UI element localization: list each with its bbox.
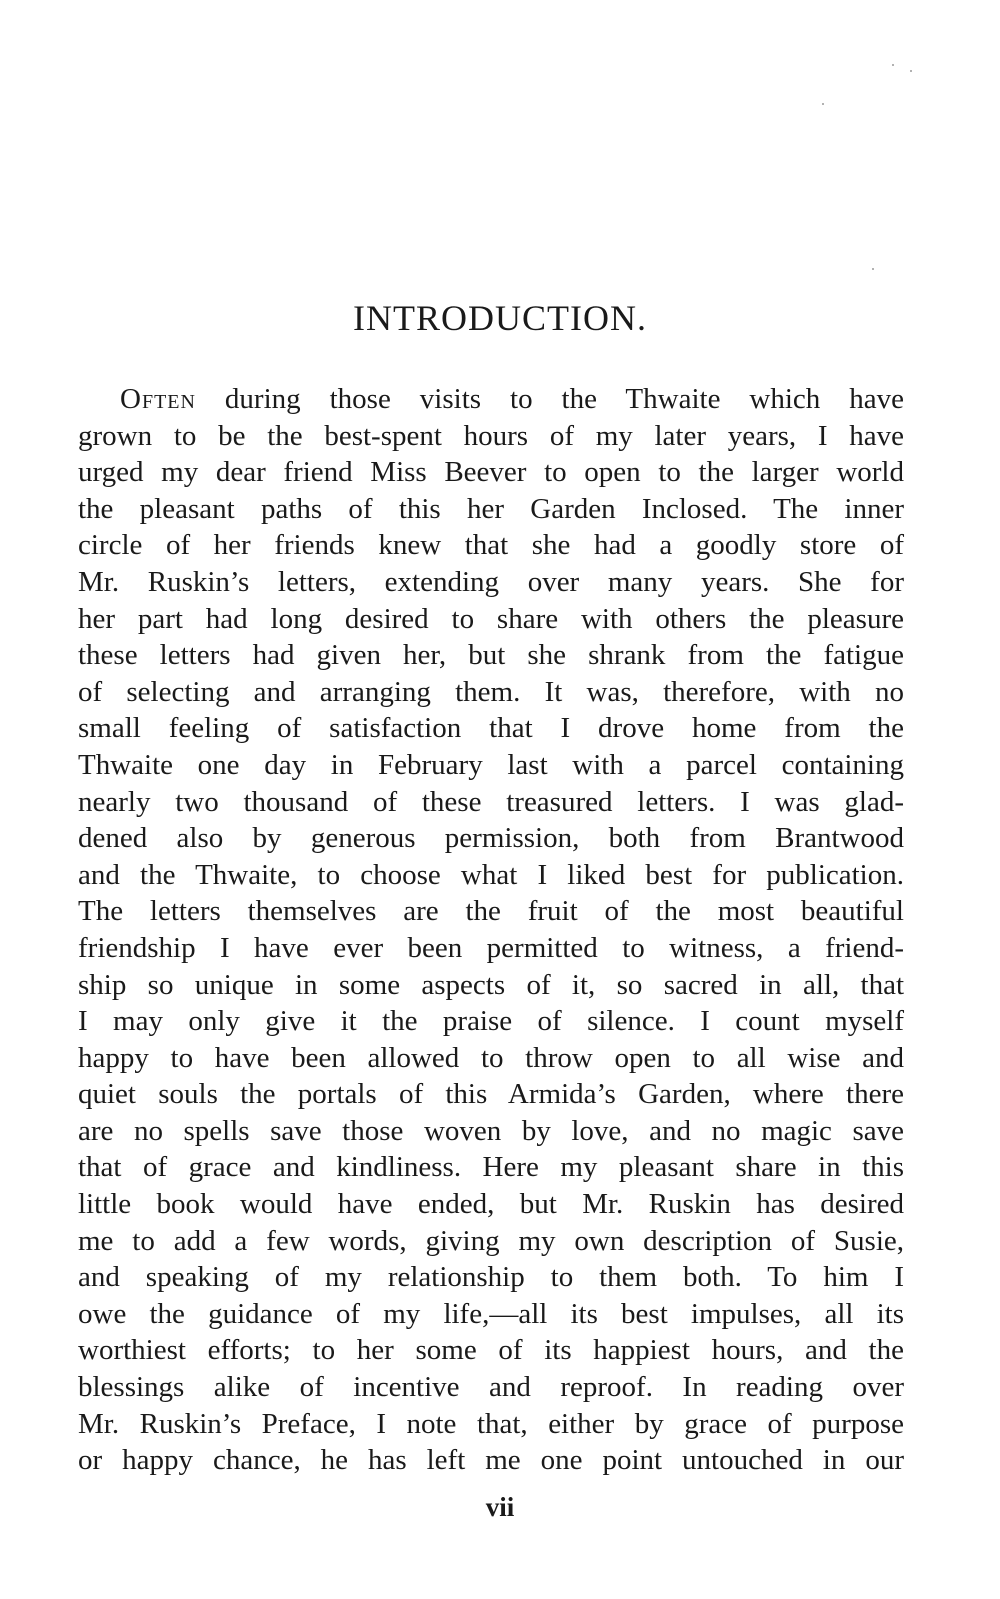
opening-line-rest: during those visits to the Thwaite which have	[195, 383, 904, 415]
text-line: little book would have ended, but Mr. Ruskin has desired	[78, 1188, 904, 1221]
text-line: friendship I have ever been permitted to witness, a friend-	[78, 931, 904, 964]
text-line: or happy chance, he has left me one point untouched in our	[78, 1444, 904, 1477]
text-line: owe the guidance of my life,—all its best impulses, all its	[78, 1297, 904, 1330]
paper-speck	[892, 64, 894, 66]
text-line: ship so unique in some aspects of it, so sacred in all, that	[78, 968, 904, 1001]
text-line: Mr. Ruskin’s letters, extending over many years. She for	[78, 565, 904, 598]
text-line: and speaking of my relationship to them both. To him I	[78, 1261, 904, 1294]
text-line: I may only give it the praise of silence. I count myself	[78, 1005, 904, 1038]
text-line: Thwaite one day in February last with a parcel containing	[78, 748, 904, 781]
text-line: The letters themselves are the fruit of the most beautiful	[78, 895, 904, 928]
text-line: and the Thwaite, to choose what I liked best for publication.	[78, 858, 904, 891]
paper-speck	[872, 268, 874, 270]
chapter-title: INTRODUCTION.	[353, 298, 647, 338]
text-line: small feeling of satisfaction that I drove home from the	[78, 712, 904, 745]
text-line: worthiest efforts; to her some of its happiest hours, and the	[78, 1334, 904, 1367]
text-line: that of grace and kindliness. Here my pleasant share in this	[78, 1151, 904, 1184]
text-line: blessings alike of incentive and reproof. In reading over	[78, 1371, 904, 1404]
text-line: grown to be the best-spent hours of my later years, I have	[78, 419, 904, 452]
text-line: me to add a few words, giving my own description of Susie,	[78, 1224, 904, 1257]
page-number: vii	[485, 1492, 515, 1522]
paper-speck	[910, 70, 912, 72]
paper-speck	[822, 103, 824, 105]
text-line: her part had long desired to share with others the pleasure	[78, 602, 904, 635]
text-line: of selecting and arranging them. It was, therefore, with no	[78, 675, 904, 708]
text-line: these letters had given her, but she shrank from the fatigue	[78, 639, 904, 672]
text-line: the pleasant paths of this her Garden Inclosed. The inner	[78, 492, 904, 525]
text-line: quiet souls the portals of this Armida’s Garden, where there	[78, 1078, 904, 1111]
text-line: circle of her friends knew that she had a goodly store of	[78, 529, 904, 562]
text-line: are no spells save those woven by love, and no magic save	[78, 1114, 904, 1147]
text-line: happy to have been allowed to throw open to all wise and	[78, 1041, 904, 1074]
text-line: Mr. Ruskin’s Preface, I note that, either by grace of purpose	[78, 1407, 904, 1440]
text-line: dened also by generous permission, both from Brantwood	[78, 822, 904, 855]
text-line: urged my dear friend Miss Beever to open to the larger world	[78, 456, 904, 489]
text-line: nearly two thousand of these treasured letters. I was glad-	[78, 785, 904, 818]
opening-word: Often	[120, 383, 196, 415]
text-line	[78, 381, 904, 418]
body-text	[78, 381, 904, 1479]
